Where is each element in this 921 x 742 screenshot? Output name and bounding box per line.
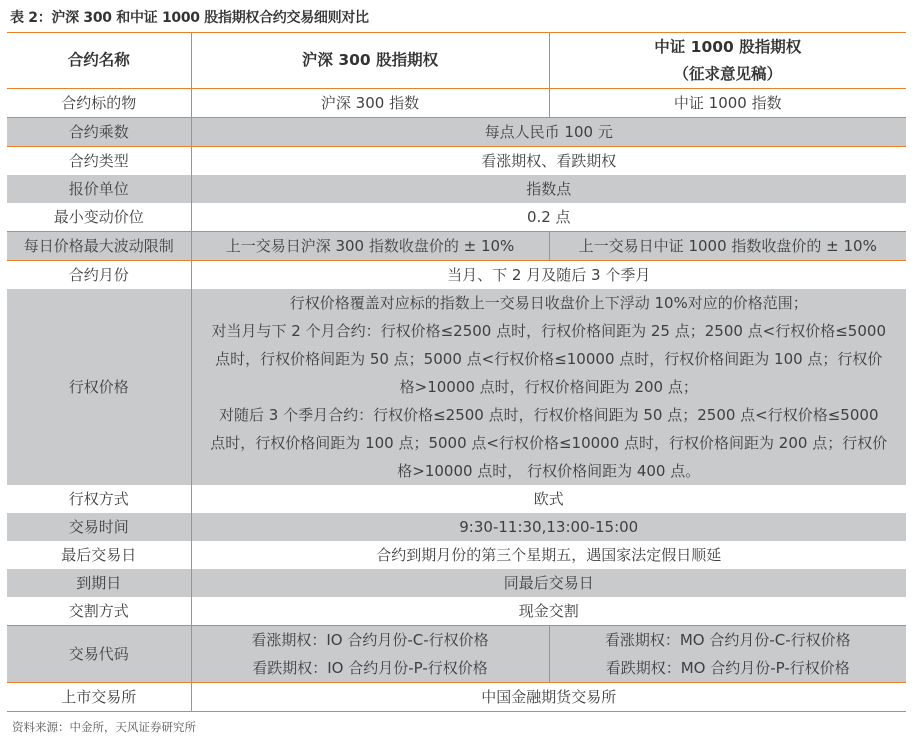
cell-shared: 指数点 (191, 175, 906, 203)
cell-csi300: 沪深 300 指数 (191, 89, 549, 118)
table-title: 表 2：沪深 300 和中证 1000 股指期权合约交易细则对比 (10, 10, 369, 26)
row-label: 最后交易日 (61, 546, 137, 564)
cell-csi1000 (549, 626, 906, 683)
row-label: 合约标的物 (7, 89, 191, 118)
row-label: 行权方式 (68, 490, 129, 508)
cell-shared: 当月、下 2 月及随后 3 个季月 (191, 261, 906, 290)
row-label: 合约乘数 (7, 118, 191, 147)
strike-rule-line: 行权价格覆盖对应标的指数上一交易日收盘价上下浮动 10%对应的价格范围； (289, 294, 808, 312)
table-row-price-limit (7, 232, 906, 261)
table-row-underlying (7, 89, 906, 118)
strike-rule-line: 对随后 3 个季月合约：行权价格≤2500 点时，行权价格间距为 50 点；2500 点<行权价格≤5000 (219, 406, 879, 424)
row-label: 交易代码 (7, 626, 191, 683)
table-header-row (7, 33, 906, 89)
header-csi1000-title: 中证 1000 股指期权 (654, 37, 802, 56)
cell-csi300 (191, 626, 549, 683)
cell-shared: 每点人民币 100 元 (191, 118, 906, 147)
table-row-exercise-style (7, 485, 906, 513)
table-row-multiplier (7, 118, 906, 147)
header-csi300-option: 沪深 300 股指期权 (191, 33, 549, 89)
table-row-last-trading-day (7, 541, 906, 569)
table-row-exchange (7, 683, 906, 712)
strike-rule-line: 点时，行权价格间距为 50 点；5000 点<行权价格≤10000 点时，行权价格间距为 100 点；行权价 (215, 350, 883, 368)
row-label: 到期日 (7, 569, 191, 597)
source-note: 资料来源：中金所，天风证券研究所 (12, 720, 196, 734)
strike-rule-line: 格>10000 点时，行权价格间距为 200 点； (399, 378, 698, 396)
cell-shared: 合约到期月份的第三个星期五，遇国家法定假日顺延 (191, 541, 906, 569)
cell-shared: 中国金融期货交易所 (191, 683, 906, 712)
cell-shared: 看涨期权、看跌期权 (191, 147, 906, 176)
table-row-trading-hours (7, 513, 906, 541)
cell-shared: 9:30-11:30,13:00-15:00 (191, 513, 906, 541)
row-label: 合约类型 (68, 152, 129, 170)
cell-strike-rules (191, 289, 906, 485)
cell-shared: 欧式 (191, 485, 906, 513)
contract-spec-table (7, 32, 906, 712)
table-row-contract-type (7, 147, 906, 176)
cell-shared: 0.2 点 (191, 203, 906, 232)
row-label: 报价单位 (7, 175, 191, 203)
row-label: 交割方式 (7, 597, 191, 626)
table-row-settlement (7, 597, 906, 626)
header-contract-name: 合约名称 (7, 33, 191, 89)
csi300-call-code: 看涨期权：IO 合约月份-C-行权价格 (251, 631, 489, 649)
csi1000-put-code: 看跌期权：MO 合约月份-P-行权价格 (605, 659, 850, 677)
cell-csi300: 上一交易日沪深 300 指数收盘价的 ± 10% (191, 232, 549, 261)
strike-rule-line: 对当月与下 2 个月合约：行权价格≤2500 点时，行权价格间距为 25 点；2500 点<行权价格≤5000 (211, 322, 886, 340)
row-label: 每日价格最大波动限制 (7, 232, 191, 261)
row-label: 行权价格 (7, 289, 191, 485)
cell-csi1000: 中证 1000 指数 (549, 89, 906, 118)
table-row-trading-code (7, 626, 906, 683)
strike-rule-line: 格>10000 点时， 行权价格间距为 400 点。 (397, 462, 701, 480)
row-label: 合约月份 (68, 266, 129, 284)
header-csi1000-option (549, 33, 906, 89)
table-row-expiry-day (7, 569, 906, 597)
table-row-strike-price (7, 289, 906, 485)
csi300-put-code: 看跌期权：IO 合约月份-P-行权价格 (252, 659, 488, 677)
strike-rule-line: 点时，行权价格间距为 100 点；5000 点<行权价格≤10000 点时，行权价格间距为 200 点；行权价 (210, 434, 888, 452)
csi1000-call-code: 看涨期权：MO 合约月份-C-行权价格 (604, 631, 851, 649)
row-label: 最小变动价位 (7, 203, 191, 232)
table-row-contract-months (7, 261, 906, 290)
row-label: 交易时间 (7, 513, 191, 541)
header-csi1000-draft-note: （征求意见稿） (673, 64, 782, 83)
table-row-tick-size (7, 203, 906, 232)
table-row-quote-unit (7, 175, 906, 203)
cell-shared: 现金交割 (191, 597, 906, 626)
cell-csi1000: 上一交易日中证 1000 指数收盘价的 ± 10% (549, 232, 906, 261)
row-label: 上市交易所 (7, 683, 191, 712)
cell-shared: 同最后交易日 (191, 569, 906, 597)
